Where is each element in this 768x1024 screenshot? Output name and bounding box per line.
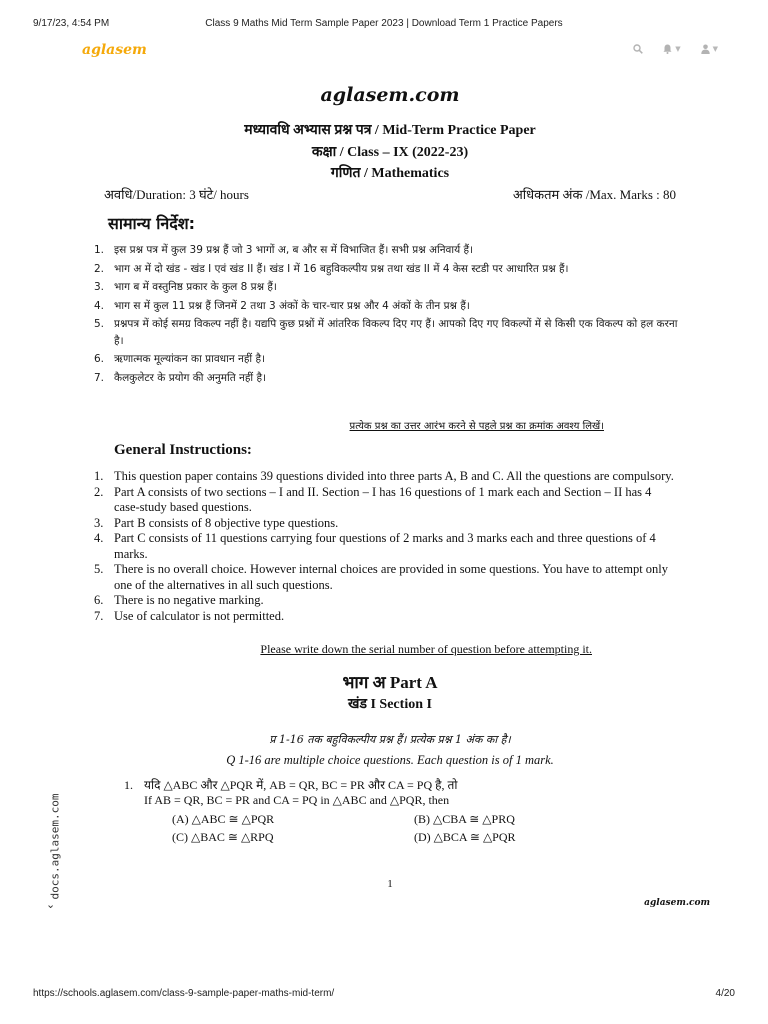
paper-title-hi: मध्यावधि अभ्यास प्रश्न पत्र / <box>244 123 379 138</box>
option-b: (B) △CBA ≅ △PRQ <box>414 812 515 826</box>
question-instruction-hi: प्र 1-16 तक बहुविकल्पीय प्रश्न हैं। प्रत्येक प्रश्न 1 अंक का है। <box>269 733 511 746</box>
chevron-down-icon: ▼ <box>675 45 681 53</box>
paper-class-en: Class – IX (2022-23) <box>347 145 469 160</box>
paper-class <box>48 142 732 161</box>
paper-class-hi: कक्षा / <box>311 145 344 160</box>
note-en: Please write down the serial number of question before attempting it. <box>260 642 592 656</box>
paper-title <box>48 120 732 139</box>
instructions-en-list <box>92 469 680 624</box>
list-item: 5. प्रश्नपत्र में कोई समग्र विकल्प नहीं है। यद्यपि कुछ प्रश्नों में आंतरिक विकल्प दिए गए हैं। आपको दिए गए विकल्पों में से किसी एक विकल्प को हल करना है। <box>94 318 678 347</box>
option-a: (A) △ABC ≅ △PQR <box>172 812 275 826</box>
section-title: खंड I Section I <box>348 697 432 712</box>
watermark-side <box>40 788 62 908</box>
paper-subject <box>48 163 732 182</box>
list-item: 5. There is no overall choice. However internal choices are provided in some questions. You have to attempt only one of the alternatives in all such questions. <box>94 562 669 592</box>
watermark-side-text: docs.aglasem.com <box>48 793 62 900</box>
print-footer <box>33 988 735 1002</box>
duration-text: अवधि/Duration: 3 घंटे/ hours <box>104 187 249 202</box>
watermark-bottom: aglasem.com <box>644 898 710 908</box>
site-top-bar <box>48 38 720 70</box>
list-item: 2. Part A consists of two sections – I and II. Section – I has 16 questions of 1 mark each and Section – II has 4 case-study based questions. <box>94 484 652 514</box>
user-icon <box>701 44 710 54</box>
option-d: (D) △BCA ≅ △PQR <box>414 830 516 844</box>
site-logo[interactable]: aglasem <box>82 42 147 58</box>
list-item: 6. There is no negative marking. <box>94 593 264 607</box>
instructions-hi-list <box>92 242 680 388</box>
list-item: 7. कैलकुलेटर के प्रयोग की अनुमति नहीं है। <box>94 371 267 384</box>
list-item: 6. ऋणात्मक मूल्यांकन का प्रावधान नहीं है। <box>94 353 266 365</box>
page-number: 1 <box>387 878 393 890</box>
print-page-counter: 4/20 <box>715 988 735 999</box>
list-item: 4. Part C consists of 11 questions carrying four questions of 2 marks and 3 marks each and three questions of 4 marks. <box>94 531 656 561</box>
list-item: 3. भाग ब में वस्तुनिष्ठ प्रकार के कुल 8 प्रश्न हैं। <box>94 281 277 293</box>
general-instructions-hi-heading: सामान्य निर्देश: <box>108 214 196 233</box>
paper-meta <box>104 185 676 203</box>
question-number: 1. <box>124 778 133 792</box>
question-text-hi: यदि △ABC और △PQR में, AB = QR, BC = PR और CA = PQ है, तो <box>144 778 458 792</box>
paper-site-name: aglasem.com <box>320 84 460 106</box>
chevron-down-icon[interactable]: ⌄ <box>46 898 56 911</box>
note-hi: प्रत्येक प्रश्न का उत्तर आरंभ करने से पहले प्रश्न का क्रमांक अवश्य लिखें। <box>349 421 604 432</box>
paper-subject-hi: गणित / <box>330 166 368 181</box>
paper-title-en: Mid-Term Practice Paper <box>382 123 536 138</box>
general-instructions-en-heading: General Instructions: <box>114 442 252 458</box>
print-header <box>33 18 735 32</box>
part-title: भाग अ Part A <box>342 673 438 692</box>
search-icon[interactable] <box>633 44 643 54</box>
max-marks-text: अधिकतम अंक /Max. Marks : 80 <box>512 187 676 202</box>
chevron-down-icon: ▼ <box>712 45 718 53</box>
list-item: 7. Use of calculator is not permitted. <box>94 608 285 623</box>
question-instruction-en: Q 1-16 are multiple choice questions. Each question is of 1 mark. <box>226 753 554 767</box>
question-1 <box>124 778 644 808</box>
question-text-en: If AB = QR, BC = PR and CA = PQ in △ABC and △PQR, then <box>144 793 450 807</box>
print-timestamp: 9/17/23, 4:54 PM <box>33 18 110 29</box>
question-paper-page <box>48 72 732 912</box>
list-item: 1. This question paper contains 39 questions divided into three parts A, B and C. All the questions are compulsory. <box>94 469 674 483</box>
notifications-button[interactable] <box>663 44 680 54</box>
list-item: 1. इस प्रश्न पत्र में कुल 39 प्रश्न हैं जो 3 भागों अ, ब और स में विभाजित हैं। सभी प्रश्न अनिवार्य हैं। <box>94 244 474 256</box>
list-item: 3. Part B consists of 8 objective type questions. <box>94 515 339 530</box>
list-item: 2. भाग अ में दो खंड - खंड I एवं खंड II हैं। खंड I में 16 बहुविकल्पीय प्रश्न तथा खंड II में 4 केस स्टडी पर आधारित प्रश्न हैं। <box>94 262 569 275</box>
option-c: (C) △BAC ≅ △RPQ <box>172 830 274 844</box>
paper-subject-en: Mathematics <box>371 166 450 181</box>
list-item: 4. भाग स में कुल 11 प्रश्न हैं जिनमें 2 तथा 3 अंकों के चार-चार प्रश्न और 4 अंकों के तीन प्रश्न हैं। <box>94 299 470 312</box>
account-button[interactable] <box>701 44 718 54</box>
print-url: https://schools.aglasem.com/class-9-sample-paper-maths-mid-term/ <box>33 988 335 999</box>
nav-icons <box>633 44 718 54</box>
bell-icon <box>663 44 672 54</box>
print-doc-title: Class 9 Maths Mid Term Sample Paper 2023 | Download Term 1 Practice Papers <box>205 18 563 29</box>
